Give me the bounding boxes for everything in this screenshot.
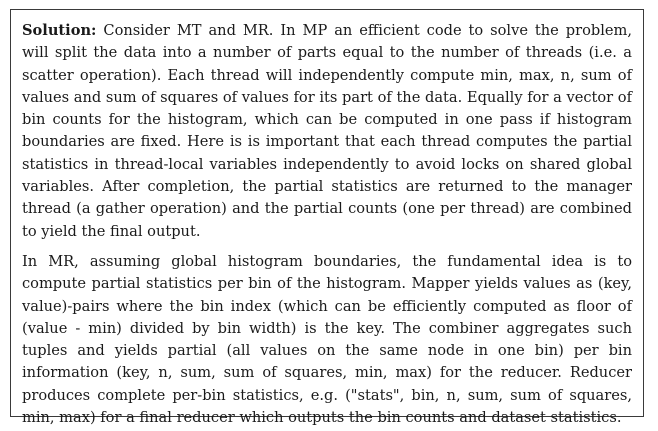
solution-paragraph-2: In MR, assuming global histogram boundaries, the fundamental idea is to compute partial statistics per bin of the histogram. Mapper yields values as (key, value)-pairs where the bin index (which can be efficiently computed as floor of (value - min) divided by bin width) is the key. The combiner aggregates such tuples and yields partial (all values on the same node in one bin) per bin information (key, n, sum, sum of squares, min, max) for the reducer. Reducer produces complete per-bin statistics, e.g. ("stats", bin, n, sum, sum of squares, min, max) for a final reducer which outputs the bin counts and dataset statistics.: [22, 252, 632, 427]
solution-paragraph-1: [22, 20, 632, 243]
solution-label: Solution:: [22, 22, 97, 39]
solution-box: [10, 9, 644, 427]
solution-paragraph-1-text: Consider MT and MR. In MP an efficient code to solve the problem, will split the data into a number of parts equal to the number of threads (i.e. a scatter operation). Each thread will independently compute min, max, n, sum of values and sum of squares of values for its part of the data. Equally for a vector of bin counts for the histogram, which can be computed in one pass if histogram boundaries are fixed. Here is is important that each thread computes the partial statistics in thread-local variables independently to avoid locks on shared global variables. After completion, the partial statistics are returned to the manager thread (a gather operation) and the partial counts (one per thread) are combined to yield the final output.: [22, 22, 632, 240]
